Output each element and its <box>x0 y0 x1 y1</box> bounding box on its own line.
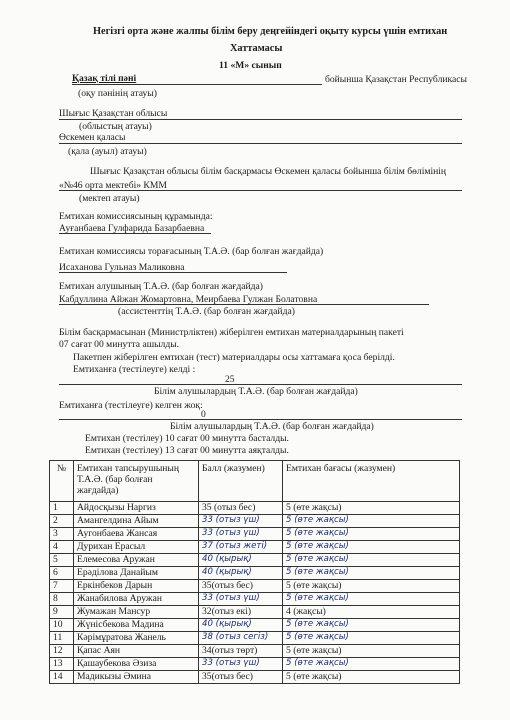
grade-cell: 5 (өте жақсы) <box>283 515 460 528</box>
absent-caption: Білім алушылардың Т.А.Ә. (бар болған жағдайда) <box>170 421 374 432</box>
grade-cell: 5 (өте жақсы) <box>283 554 460 567</box>
title-line-2: Хаттамасы <box>230 43 283 54</box>
table-row <box>50 606 460 619</box>
grade-cell: 5 (өте жақсы) <box>283 619 460 632</box>
subject-underline <box>72 84 322 85</box>
score-cell: 35(отыз бес) <box>199 671 283 684</box>
grade-cell: 5 (өте жақсы) <box>283 671 460 684</box>
row-number: 14 <box>50 671 74 684</box>
table-row <box>50 645 460 658</box>
row-number: 1 <box>50 502 74 515</box>
score-cell: 40 (қырық) <box>199 554 283 567</box>
grade-cell: 5 (өте жақсы) <box>283 528 460 541</box>
commission-underline <box>59 233 211 234</box>
absent-underline <box>59 419 462 420</box>
student-name: Айдосқызы Наргиз <box>74 502 199 515</box>
score-cell: 38 (отыз сегіз) <box>199 632 283 645</box>
grade-cell: 5 (өте жақсы) <box>283 645 460 658</box>
city-caption: (қала (ауыл) атауы) <box>68 146 147 157</box>
row-number: 13 <box>50 658 74 671</box>
subject-caption: (оқу пәнінің атауы) <box>78 88 157 99</box>
score-cell: 33 (отыз үш) <box>199 515 283 528</box>
subject-suffix: бойынша Қазақстан Республикасы <box>325 74 467 85</box>
table-row <box>50 567 460 580</box>
results-table <box>49 460 460 684</box>
table-header-row <box>50 461 460 502</box>
absent-label: Емтиханға (тестілеуге) келген жоқ: <box>59 400 203 411</box>
student-name: Кәрімұратова Жанель <box>74 632 199 645</box>
city-value: Өскемен қаласы <box>59 132 126 143</box>
student-name: Дурихан Ерасыл <box>74 541 199 554</box>
came-value: 25 <box>225 374 235 385</box>
score-cell: 33 (отыз үш) <box>199 593 283 606</box>
header-grade: Емтихан бағасы (жазумен) <box>283 461 460 502</box>
row-number: 12 <box>50 645 74 658</box>
grade-cell: 5 (өте жақсы) <box>283 567 460 580</box>
score-cell: 34(отыз төрт) <box>199 645 283 658</box>
assistant-value: Кабдуллина Айжан Жомартовна, Меирбаева Гулжан Болатовна <box>59 294 318 305</box>
assistant-underline <box>59 304 429 305</box>
chair-value: Исаханова Гульназ Маликовна <box>59 262 185 273</box>
package-line-1: Білім басқармасынан (Министрліктен) жіберілген емтихан материалдарының пакеті <box>59 327 404 338</box>
row-number: 6 <box>50 567 74 580</box>
subject-value: Қазақ тілі пәні <box>72 73 137 84</box>
dept-value: Шығыс Қазақстан облысы білім басқармасы Өскемен қаласы бойынша білім бөлімінің <box>90 166 447 177</box>
assistant-caption: (ассистенттің Т.А.Ә. (бар болған жағдайда) <box>118 306 295 317</box>
score-cell: 32(отыз екі) <box>199 606 283 619</box>
student-name: Еркінбеков Дарын <box>74 580 199 593</box>
table-row <box>50 632 460 645</box>
student-name: Аугонбаева Жансая <box>74 528 199 541</box>
table-row <box>50 515 460 528</box>
score-cell: 33 (отыз үш) <box>199 528 283 541</box>
commission-label: Емтихан комиссиясының құрамында: <box>59 211 213 222</box>
student-name: Жанабилова Аружан <box>74 593 199 606</box>
score-cell: 35(отыз бес) <box>199 580 283 593</box>
header-name: Емтихан тапсырушының Т.А.Ә. (бар болған жағдайда) <box>74 461 199 502</box>
row-number: 8 <box>50 593 74 606</box>
start-time-line: Емтихан (тестілеу) 10 сағат 00 минутта басталды. <box>85 433 289 444</box>
came-underline <box>59 384 462 385</box>
school-caption: (мектеп атауы) <box>79 193 140 204</box>
package-line-3: Пакетпен жіберілген емтихан (тест) материалдары осы хаттамаға қоса берілді. <box>73 352 395 363</box>
student-name: Қашаубекова Әзиза <box>74 658 199 671</box>
region-caption: (облыстың атауы) <box>79 121 152 132</box>
score-cell: 33 (отыз үш) <box>199 658 283 671</box>
grade-cell: 5 (өте жақсы) <box>283 593 460 606</box>
package-line-2: 07 сағат 00 минутта ашылды. <box>59 339 180 350</box>
chair-label: Емтихан комиссиясы торағасының Т.А.Ә. (бар болған жағдайда) <box>59 246 324 257</box>
table-body <box>50 502 460 684</box>
row-number: 5 <box>50 554 74 567</box>
end-time-line: Емтихан (тестілеу) 13 сағат 00 минутта аяқталды. <box>85 445 289 456</box>
student-name: Ерәділова Данайым <box>74 567 199 580</box>
score-cell: 37 (отыз жеті) <box>199 541 283 554</box>
score-cell: 40 (қырық) <box>199 567 283 580</box>
class-line: 11 «М» сынып <box>219 60 282 71</box>
grade-cell: 5 (өте жақсы) <box>283 658 460 671</box>
table-row <box>50 541 460 554</box>
assistant-label: Емтихан алушының Т.А.Ә. (бар болған жағдайда) <box>59 281 263 292</box>
table-row <box>50 658 460 671</box>
student-name: Амангелдина Айым <box>74 515 199 528</box>
row-number: 4 <box>50 541 74 554</box>
student-name: Жүнісбекова Мадина <box>74 619 199 632</box>
score-cell: 40 (қырық) <box>199 619 283 632</box>
student-name: Мадикызы Әмина <box>74 671 199 684</box>
header-score: Балл (жазумен) <box>199 461 283 502</box>
table-row <box>50 502 460 515</box>
school-underline <box>59 190 462 191</box>
row-number: 7 <box>50 580 74 593</box>
chair-underline <box>59 272 287 273</box>
row-number: 3 <box>50 528 74 541</box>
score-cell: 35 (отыз бес) <box>199 502 283 515</box>
student-name: Елемесова Аружан <box>74 554 199 567</box>
came-caption: Білім алушылардың Т.А.Ә. (бар болған жағдайда) <box>154 386 358 397</box>
school-value: «№46 орта мектебі» КММ <box>59 180 167 191</box>
grade-cell: 5 (өте жақсы) <box>283 580 460 593</box>
table-row <box>50 671 460 684</box>
table-row <box>50 619 460 632</box>
came-label: Емтиханға (тестілеуге) келді : <box>73 364 196 375</box>
grade-cell: 4 (жақсы) <box>283 606 460 619</box>
region-value: Шығыс Қазақстан облысы <box>59 108 168 119</box>
table-row <box>50 593 460 606</box>
row-number: 10 <box>50 619 74 632</box>
student-name: Қапас Аян <box>74 645 199 658</box>
title-line-1: Негізгі орта және жалпы білім беру деңгейіндегі оқыту курсы үшін емтихан <box>93 26 448 37</box>
table-row <box>50 580 460 593</box>
absent-value: 0 <box>201 409 206 420</box>
row-number: 11 <box>50 632 74 645</box>
grade-cell: 5 (өте жақсы) <box>283 502 460 515</box>
row-number: 9 <box>50 606 74 619</box>
region-underline <box>59 119 462 120</box>
grade-cell: 5 (өте жақсы) <box>283 541 460 554</box>
student-name: Жумажан Мансур <box>74 606 199 619</box>
grade-cell: 5 (өте жақсы) <box>283 632 460 645</box>
table-row <box>50 528 460 541</box>
commission-value: Ауғанбаева Гулфарида Базарбаевна <box>59 223 205 234</box>
city-underline <box>59 143 462 144</box>
header-number: № <box>50 461 74 502</box>
table-row <box>50 554 460 567</box>
row-number: 2 <box>50 515 74 528</box>
